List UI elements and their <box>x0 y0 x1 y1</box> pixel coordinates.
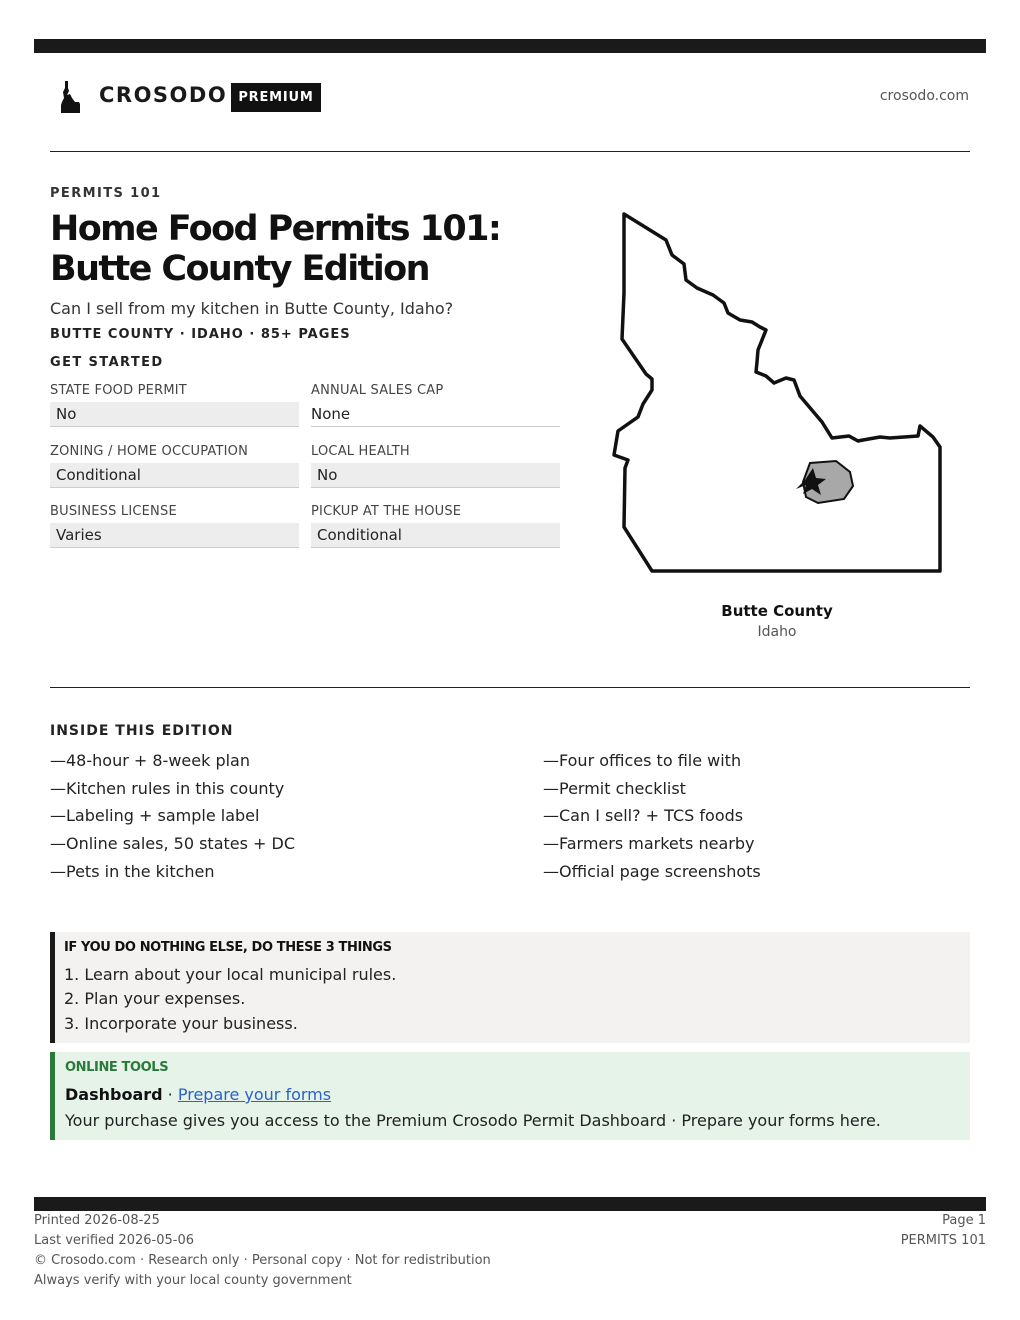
online-tools-description: Your purchase gives you access to the Premium Crosodo Permit Dashboard · Prepare your forms here. <box>65 1111 881 1130</box>
prepare-forms-link[interactable]: Prepare your forms <box>177 1085 332 1104</box>
fact-label: ANNUAL SALES CAP <box>311 383 444 398</box>
online-tools-callout <box>50 1052 970 1140</box>
top-bar <box>34 39 986 53</box>
footer-disclaimer: Always verify with your local county government <box>34 1273 352 1288</box>
footer-printed: Printed 2026-08-25 <box>34 1213 160 1228</box>
fact-business-license <box>50 504 299 548</box>
must-do-callout <box>50 932 970 1043</box>
map-state-label: Idaho <box>757 624 797 640</box>
dashboard-separator: · <box>162 1085 178 1104</box>
toc-item: —Can I sell? + TCS foods <box>543 806 744 825</box>
section-eyebrow: PERMITS 101 <box>50 186 162 201</box>
fact-label: PICKUP AT THE HOUSE <box>311 504 462 519</box>
header-divider <box>50 151 970 152</box>
toc-item: —Farmers markets nearby <box>543 834 755 853</box>
fact-value: Conditional <box>311 523 560 548</box>
fact-value: No <box>311 463 560 488</box>
fact-value: Conditional <box>50 463 299 488</box>
idaho-state-outline-icon <box>614 214 940 571</box>
fact-label: LOCAL HEALTH <box>311 444 410 459</box>
must-do-item: 1. Learn about your local municipal rules. <box>64 965 397 984</box>
page-subtitle: Can I sell from my kitchen in Butte County, Idaho? <box>50 299 454 318</box>
inside-heading: INSIDE THIS EDITION <box>50 723 234 739</box>
fact-local-health <box>311 444 560 488</box>
fact-pickup <box>311 504 560 548</box>
dashboard-label: Dashboard <box>65 1085 163 1104</box>
footer-section: PERMITS 101 <box>900 1233 986 1248</box>
must-do-heading: IF YOU DO NOTHING ELSE, DO THESE 3 THINGS <box>64 940 392 955</box>
toc-item: —Kitchen rules in this county <box>50 779 285 798</box>
footer-copyright: © Crosodo.com · Research only · Personal copy · Not for redistribution <box>34 1253 491 1268</box>
online-tools-heading: ONLINE TOOLS <box>65 1060 169 1075</box>
idaho-map <box>600 200 960 590</box>
fact-label: BUSINESS LICENSE <box>50 504 177 519</box>
toc-item: —Official page screenshots <box>543 862 761 881</box>
toc-item: —Online sales, 50 states + DC <box>50 834 296 853</box>
fact-label: STATE FOOD PERMIT <box>50 383 187 398</box>
brand-name[interactable]: CROSODO <box>99 83 228 107</box>
site-link[interactable]: crosodo.com <box>879 88 969 104</box>
toc-item: —Pets in the kitchen <box>50 862 215 881</box>
footer-bar <box>34 1197 986 1211</box>
idaho-logo-icon <box>59 80 83 114</box>
toc-item: —48-hour + 8-week plan <box>50 751 250 770</box>
footer-page-number: Page 1 <box>942 1213 986 1228</box>
toc-item: —Labeling + sample label <box>50 806 260 825</box>
toc-item: —Four offices to file with <box>543 751 742 770</box>
fact-state-food-permit <box>50 383 299 427</box>
get-started-heading: GET STARTED <box>50 355 164 370</box>
edition-meta: BUTTE COUNTY · IDAHO · 85+ PAGES <box>50 327 351 342</box>
section-divider <box>50 687 970 688</box>
must-do-item: 3. Incorporate your business. <box>64 1014 298 1033</box>
dashboard-line <box>65 1085 331 1104</box>
toc-item: —Permit checklist <box>543 779 686 798</box>
fact-value: None <box>311 402 560 427</box>
premium-badge: PREMIUM <box>231 83 321 112</box>
page-title: Home Food Permits 101: Butte County Edition <box>50 209 501 289</box>
fact-annual-sales-cap <box>311 383 560 427</box>
footer-verified: Last verified 2026-05-06 <box>34 1233 194 1248</box>
fact-label: ZONING / HOME OCCUPATION <box>50 444 249 459</box>
fact-zoning <box>50 444 299 488</box>
fact-value: Varies <box>50 523 299 548</box>
map-county-label: Butte County <box>721 602 833 620</box>
fact-value: No <box>50 402 299 427</box>
must-do-item: 2. Plan your expenses. <box>64 989 246 1008</box>
